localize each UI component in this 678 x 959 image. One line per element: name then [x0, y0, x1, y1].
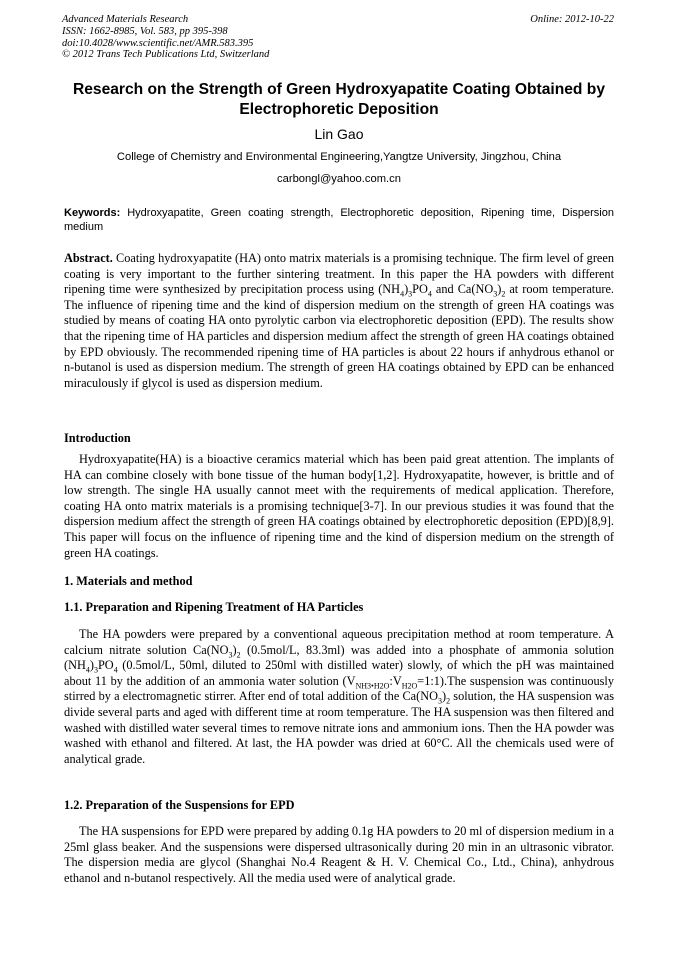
subscript: 4 — [427, 289, 432, 299]
paragraph-text: =1:1).The suspension was continuously stirred by a electromagnetic stirrer. After end of total addition of the Ca(NO — [64, 673, 614, 704]
paragraph-text: (0.5mol/L, 50ml, diluted to 250ml with distilled water) slowly, of which the pH was maintained about 11 by the addition of an ammonia water solution (V — [64, 658, 614, 688]
paper-title: Research on the Strength of Green Hydroxyapatite Coating Obtained by Electrophoretic Deposition — [72, 81, 605, 118]
abstract-label: Abstract. — [64, 251, 113, 265]
section-1-2-heading: 1.2. Preparation of the Suspensions for EPD — [64, 798, 295, 812]
subscript: 2 — [501, 289, 506, 299]
journal-header — [62, 14, 269, 61]
subscript: 4 — [85, 665, 90, 675]
copyright-line: © 2012 Trans Tech Publications Ltd, Switzerland — [62, 49, 270, 61]
abstract-text: Coating hydroxyapatite (HA) onto matrix materials is a promising technique. The firm level of green coating is very important to the further sintering treatment. In this paper the HA powders with different ripening time were synthesized by precipitation process using (NH — [64, 251, 614, 297]
keywords-text: Hydroxyapatite, Green coating strength, Electrophoretic deposition, Ripening time, Dispersion medium — [64, 207, 614, 234]
abstract-text: ) — [497, 282, 502, 297]
journal-name: Advanced Materials Research — [62, 14, 189, 25]
author-affiliation: College of Chemistry and Environmental Engineering,Yangtze University, Jingzhou, China — [116, 151, 562, 163]
doi-line: doi:10.4028/www.scientific.net/AMR.583.395 — [62, 37, 254, 49]
section-1-1-paragraph — [64, 627, 614, 767]
paragraph-text: ) — [442, 689, 447, 704]
subscript: 2 — [236, 650, 241, 660]
online-date: Online: 2012-10-22 — [530, 14, 614, 25]
section-1-2-paragraph — [64, 824, 614, 886]
subscript: 3 — [438, 696, 442, 706]
keywords — [64, 206, 614, 234]
subscript: 4 — [400, 289, 405, 299]
introduction-paragraph — [64, 452, 614, 561]
keywords-label: Keywords: — [64, 207, 121, 219]
paragraph-text: PO — [97, 658, 114, 673]
subscript: 3 — [93, 665, 98, 675]
abstract-text: ) — [404, 282, 409, 297]
paragraph-text: ) — [89, 658, 94, 673]
abstract — [64, 251, 614, 391]
subscript: H2O — [401, 681, 418, 691]
author-email: carbongl@yahoo.com.cn — [277, 173, 401, 185]
subscript: 3 — [228, 650, 233, 660]
introduction-text: Hydroxyapatite(HA) is a bioactive ceramics material which has been paid great attention. The implants of HA can combine closely with bone tissue of the human body[1,2]. Hydroxyapatite, however, is brittle and of low strength. The single HA usually cannot meet with the requirements of medical application. Therefore, coating HA onto matrix materials is a promising technique[3-7]. In our previous studies it was found that the dispersion medium affect the strength of green HA coatings obtained by electrophoretic deposition (EPD)[8,9]. This paper will focus on the influence of ripening time and the kind of dispersion medium on the strength of green HA coatings. — [64, 452, 614, 560]
abstract-text: and Ca(NO — [431, 282, 494, 297]
author-name: Lin Gao — [314, 126, 364, 142]
subscript: 3 — [408, 289, 413, 299]
paragraph-text: The HA powders were prepared by a conventional aqueous precipitation method at room temperature. A calcium nitrate solution Ca(NO — [64, 627, 614, 657]
abstract-text: at room temperature. The influence of ripening time and the kind of dispersion medium on the strength of green HA coatings was studied by means of coating HA onto pyrolytic carbon via electrophoretic deposition (EPD). The results show that the ripening time of HA particles and dispersion medium affect the strength of green HA coatings obtained by EPD obviously. The recommended ripening time of HA particles is about 22 hours if anhydrous ethanol or n-butanol is used as dispersion medium. The strength of green HA coatings obtained by EPD can be enhanced miraculously if glycol is used as dispersion medium. — [64, 282, 614, 390]
subscript: 4 — [113, 665, 118, 675]
introduction-heading: Introduction — [64, 431, 131, 445]
subscript: 3 — [493, 289, 498, 299]
paragraph-text: solution, the HA suspension was divide several parts and aged with different time at room temperature. The HA suspension was then filtered and washed with distilled water several times to remove nitrate ions and ammonium ions. Then the HA powder was washed with ethanol and filtered. At last, the HA powder was dried at 60°C. All the chemicals used were of analytical grade. — [64, 689, 614, 766]
section-1-1-heading: 1.1. Preparation and Ripening Treatment of HA Particles — [64, 600, 364, 614]
paragraph-text: :V — [389, 673, 402, 688]
subscript: NH3•H2O — [355, 681, 390, 691]
subscript: 2 — [446, 696, 451, 706]
paragraph-text: (0.5mol/L, 83.3ml) was added into a phosphate of ammonia solution (NH — [64, 642, 614, 673]
section-1-2-text: The HA suspensions for EPD were prepared by adding 0.1g HA powders to 20 ml of dispersion medium in a 25ml glass beaker. And the suspensions were dispersed ultrasonically during 20 min in an ultrasonic vibrator. The dispersion media are glycol (Shanghai No.4 Reagent & H. V. Chemical Co., Ltd., China), anhydrous ethanol and n-butanol respectively. All the media used were of analytical grade. — [64, 824, 614, 885]
abstract-text: PO — [412, 282, 428, 297]
paragraph-text: ) — [232, 642, 237, 657]
section-1-heading: 1. Materials and method — [64, 574, 193, 588]
issn-line: ISSN: 1662-8985, Vol. 583, pp 395-398 — [62, 25, 228, 37]
